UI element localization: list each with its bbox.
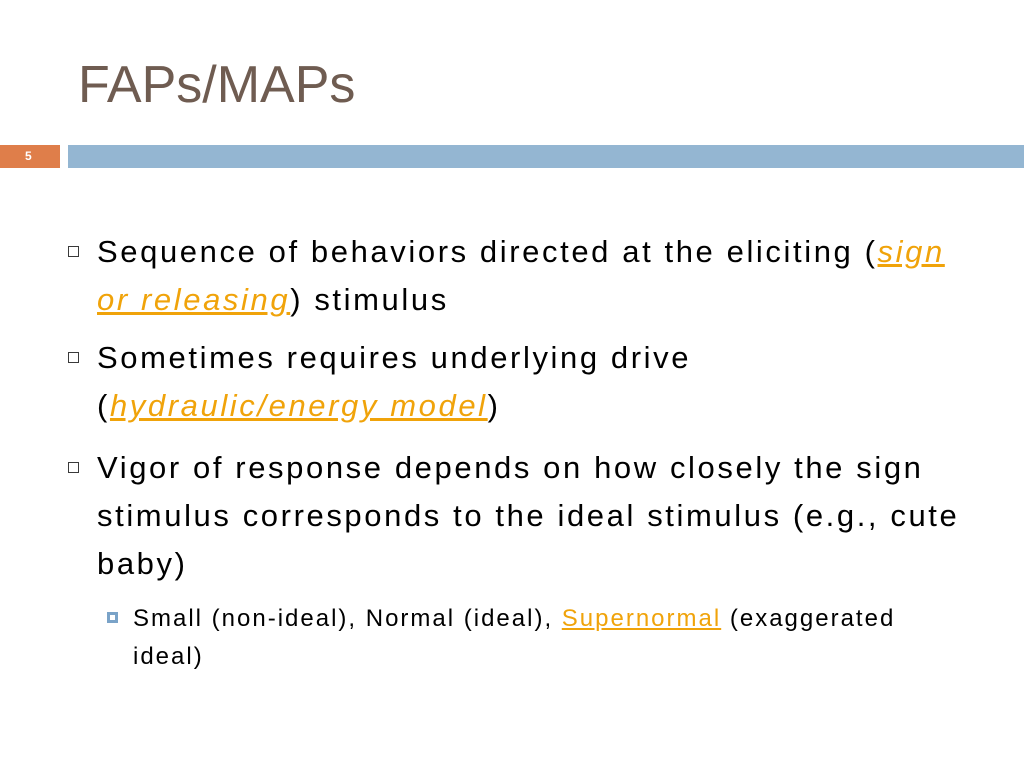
bullet-line: [97, 334, 691, 382]
hollow-square-bullet-icon: [68, 246, 79, 257]
hollow-square-bullet-icon: [68, 352, 79, 363]
sub-bullet-line: [133, 600, 895, 638]
link-supernormal[interactable]: Supernormal: [561, 605, 722, 632]
bullet-line: [97, 444, 959, 492]
bullet-text: baby): [97, 546, 188, 581]
link-hydraulic-energy-model[interactable]: hydraulic/energy model: [109, 388, 488, 423]
bullet-text: ) stimulus: [290, 282, 449, 317]
bullet-line: [97, 492, 959, 540]
slide-number-box: [0, 145, 60, 168]
boxed-square-bullet-icon: [107, 612, 118, 623]
link-sign-or-releasing[interactable]: sign: [877, 234, 945, 269]
bullet-item: [97, 228, 945, 324]
link-sign-or-releasing[interactable]: or releasing: [97, 282, 291, 317]
hollow-square-bullet-icon: [68, 462, 79, 473]
header-bar: [68, 145, 1024, 168]
bullet-text: ): [487, 388, 501, 423]
bullet-text: (: [97, 388, 110, 423]
sub-bullet-item: [133, 600, 895, 676]
slide-title: FAPs/MAPs: [78, 56, 356, 114]
bullet-line: [97, 382, 691, 430]
bullet-text: Sequence of behaviors directed at the eliciting (: [97, 234, 878, 269]
slide-number: 5: [25, 149, 32, 163]
sub-bullet-text: ideal): [133, 643, 204, 670]
bullet-line: [97, 276, 945, 324]
bullet-item: [97, 334, 691, 430]
bullet-line: [97, 228, 945, 276]
bullet-text: Vigor of response depends on how closely the sign: [97, 450, 924, 485]
bullet-item: [97, 444, 959, 588]
sub-bullet-line: [133, 638, 895, 676]
bullet-text: Sometimes requires underlying drive: [97, 340, 692, 375]
sub-bullet-text: (exaggerated: [721, 605, 896, 632]
sub-bullet-text: Small (non-ideal), Normal (ideal),: [133, 605, 562, 632]
bullet-text: stimulus corresponds to the ideal stimulus (e.g., cute: [97, 498, 960, 533]
bullet-line: [97, 540, 959, 588]
